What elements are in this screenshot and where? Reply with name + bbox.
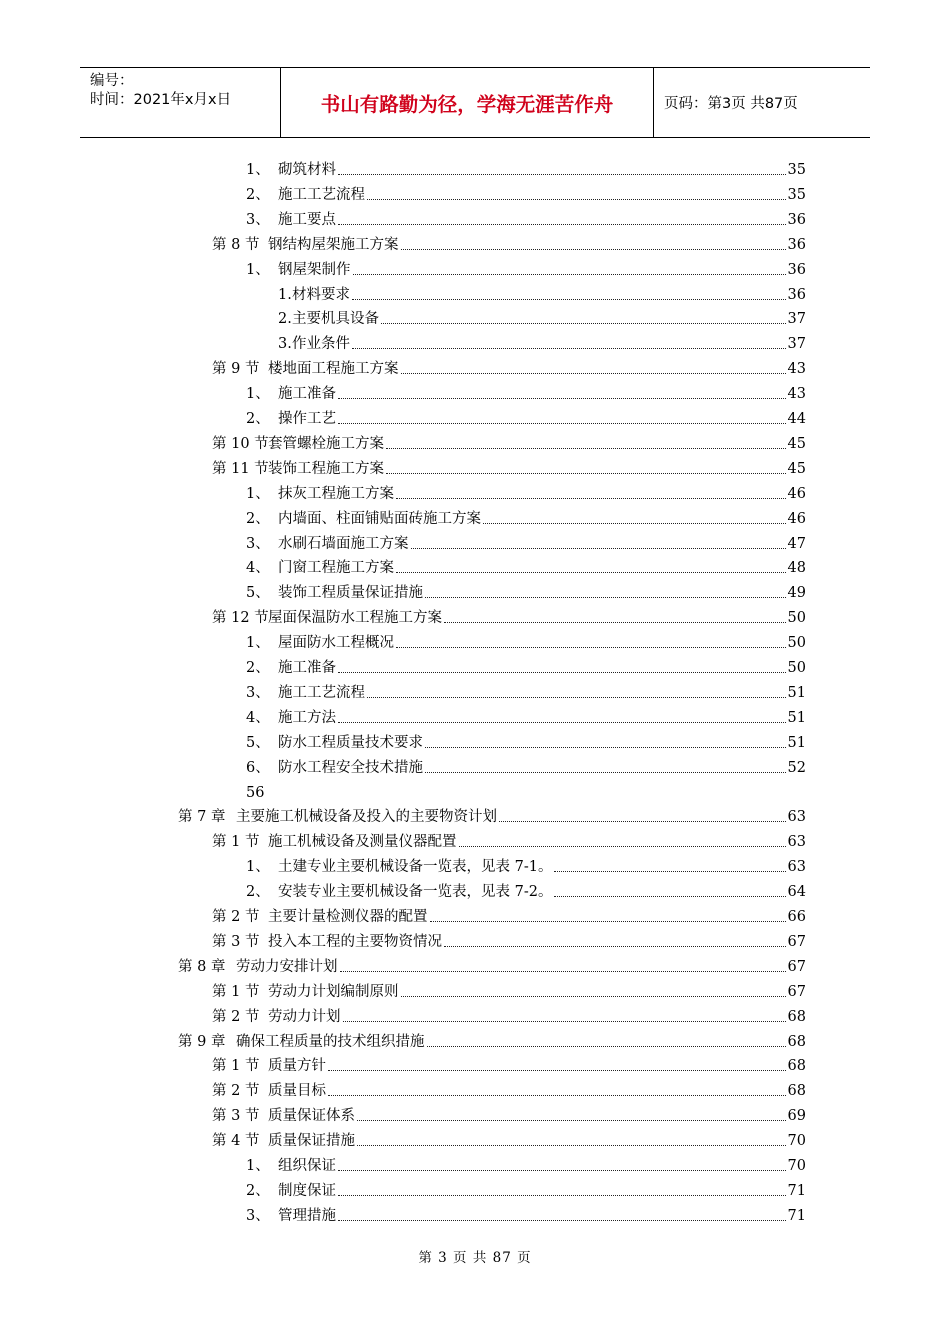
toc-dot-leader	[401, 373, 786, 374]
toc-dot-leader	[444, 946, 786, 947]
toc-entry[interactable]	[212, 235, 806, 255]
toc-entry-number: 第 4 节	[212, 1133, 260, 1150]
toc-entry[interactable]	[246, 633, 806, 653]
toc-entry-title: 材料要求	[292, 286, 350, 303]
toc-entry-title: 施工工艺流程	[278, 684, 365, 701]
toc-entry-page: 67	[787, 983, 806, 1000]
toc-entry-title: 组织保证	[278, 1158, 336, 1174]
toc-entry-page: 71	[787, 1182, 806, 1199]
toc-entry-number: 1、	[246, 635, 270, 652]
toc-entry-number: 第 9 节	[212, 361, 260, 378]
document-id-label: 编号：	[90, 73, 134, 89]
toc-entry-number: 3、	[246, 535, 270, 552]
toc-entry-title: 主要施工机械设备及投入的主要物资计划	[236, 809, 497, 826]
toc-entry-title: 主要计量检测仪器的配置	[268, 909, 428, 925]
toc-dot-leader	[338, 224, 786, 225]
toc-entry-page: 67	[787, 933, 806, 950]
page-footer: 第 3 页 共 87 页	[418, 1250, 532, 1266]
toc-dot-leader	[352, 348, 786, 349]
toc-entry[interactable]	[246, 534, 806, 554]
header-page-info: 页码：第3页 共87页	[664, 96, 798, 112]
toc-entry-title: 作业条件	[292, 336, 350, 353]
toc-entry-page: 50	[787, 660, 806, 676]
toc-entry-title: 土建专业主要机械设备一览表，见表 7-1。	[278, 859, 553, 876]
toc-entry-number: 第 2 节	[212, 1008, 260, 1025]
toc-entry-title: 主要机具设备	[292, 311, 379, 328]
toc-entry-number: 3、	[246, 211, 270, 228]
toc-entry-number: 第 10 节	[212, 435, 269, 452]
toc-dot-leader	[357, 1120, 786, 1121]
toc-entry-title: 质量方针	[268, 1058, 326, 1075]
toc-dot-leader	[386, 473, 786, 474]
toc-entry-page: 36	[787, 286, 806, 303]
toc-entry[interactable]	[246, 509, 806, 529]
toc-entry-page: 51	[787, 684, 806, 701]
toc-entry-number: 第 1 节	[212, 1058, 260, 1075]
toc-entry-number: 第 12 节	[212, 610, 269, 627]
toc-entry-page: 71	[787, 1207, 806, 1224]
toc-entry-page: 63	[787, 834, 806, 851]
toc-entry-page: 50	[787, 635, 806, 652]
toc-dot-leader	[444, 622, 786, 623]
toc-entry-title: 门窗工程施工方案	[278, 560, 394, 577]
toc-entry-page: 68	[787, 1033, 806, 1050]
toc-entry-title: 抹灰工程施工方案	[278, 485, 394, 502]
toc-entry[interactable]	[278, 285, 806, 305]
toc-entry[interactable]	[246, 160, 806, 180]
toc-entry-page: 35	[787, 162, 806, 178]
toc-entry-title: 砌筑材料	[278, 162, 336, 178]
toc-entry-page: 48	[787, 560, 806, 577]
toc-dot-leader	[381, 323, 786, 324]
toc-entry-title: 楼地面工程施工方案	[268, 361, 399, 378]
toc-dot-leader	[425, 772, 786, 773]
toc-entry-page: 51	[787, 709, 806, 726]
toc-dot-leader	[483, 523, 786, 524]
toc-entry[interactable]	[212, 932, 806, 952]
toc-entry-number: 2、	[246, 186, 270, 203]
toc-entry-page: 36	[787, 236, 806, 253]
toc-entry[interactable]	[246, 1181, 806, 1201]
toc-dot-leader	[340, 971, 786, 972]
toc-entry[interactable]	[246, 733, 806, 753]
toc-entry-page: 69	[787, 1108, 806, 1125]
toc-entry-title: 屋面保温防水工程施工方案	[268, 610, 442, 627]
toc-entry-page: 66	[787, 909, 806, 925]
toc-dot-leader	[328, 1070, 786, 1071]
toc-entry[interactable]	[212, 1131, 806, 1151]
toc-entry-page: 68	[787, 1058, 806, 1075]
document-time: 时间：2021年x月x日	[90, 92, 232, 108]
toc-dot-leader	[459, 846, 786, 847]
toc-entry[interactable]	[246, 882, 806, 902]
toc-entry-number: 第 8 章	[178, 958, 226, 975]
toc-entry[interactable]	[246, 484, 806, 504]
toc-entry[interactable]	[212, 1056, 806, 1076]
toc-dot-leader	[430, 921, 786, 922]
toc-entry-title: 钢结构屋架施工方案	[268, 236, 399, 253]
toc-entry[interactable]	[178, 957, 806, 977]
toc-entry-number: 4、	[246, 560, 270, 577]
toc-entry-title: 防水工程安全技术措施	[278, 759, 423, 776]
toc-entry-title: 施工方法	[278, 709, 336, 726]
toc-entry-page: 46	[787, 485, 806, 502]
toc-entry-title: 制度保证	[278, 1182, 336, 1199]
toc-entry-page: 46	[787, 510, 806, 527]
toc-entry[interactable]	[246, 409, 806, 429]
toc-entry-page: 43	[787, 386, 806, 403]
toc-entry-page: 36	[787, 261, 806, 278]
toc-dot-leader	[352, 299, 786, 300]
toc-dot-leader	[411, 548, 786, 549]
toc-entry-number: 3、	[246, 1207, 270, 1224]
toc-entry-title: 质量保证措施	[268, 1133, 355, 1150]
toc-entry-title: 装饰工程质量保证措施	[278, 585, 423, 602]
toc-entry-number: 第 1 节	[212, 983, 260, 1000]
toc-dot-leader	[554, 871, 785, 872]
toc-dot-leader	[386, 448, 786, 449]
header-meta	[80, 68, 281, 137]
toc-entry-page: 63	[787, 809, 806, 826]
toc-entry-number: 2、	[246, 411, 270, 427]
toc-entry-page: 37	[787, 336, 806, 353]
toc-entry-number: 1、	[246, 162, 270, 178]
toc-entry-title: 装饰工程施工方案	[268, 460, 384, 477]
toc-dot-leader	[353, 274, 786, 275]
toc-entry-title: 施工准备	[278, 660, 336, 676]
toc-entry[interactable]	[246, 1156, 806, 1176]
toc-entry-title: 内墙面、柱面铺贴面砖施工方案	[278, 510, 481, 527]
toc-entry[interactable]	[246, 758, 806, 778]
page-header	[80, 67, 870, 138]
toc-entry-title: 操作工艺	[278, 411, 336, 427]
toc-entry-page: 45	[787, 435, 806, 452]
toc-entry-number: 3.	[278, 336, 292, 353]
toc-entry-page: 51	[787, 734, 806, 751]
toc-entry-title: 劳动力计划编制原则	[268, 983, 399, 1000]
header-motto: 书山有路勤为径，学海无涯苦作舟	[281, 68, 654, 137]
toc-dot-leader	[401, 249, 786, 250]
toc-entry-number: 第 2 节	[212, 909, 260, 925]
toc-dot-leader	[343, 1021, 786, 1022]
toc-dot-leader	[338, 423, 786, 424]
toc-entry-number: 第 3 节	[212, 933, 260, 950]
toc-entry-title: 确保工程质量的技术组织措施	[236, 1033, 425, 1050]
toc-dot-leader	[425, 597, 786, 598]
toc-entry[interactable]	[212, 832, 806, 852]
toc-entry-title: 劳动力计划	[268, 1008, 341, 1025]
toc-entry[interactable]	[246, 260, 806, 280]
toc-entry-page: 68	[787, 1008, 806, 1025]
toc-entry-title: 套管螺栓施工方案	[268, 435, 384, 452]
toc-entry-number: 第 8 节	[212, 236, 260, 253]
toc-entry-title: 管理措施	[278, 1207, 336, 1224]
toc-entry-number: 第 2 节	[212, 1083, 260, 1100]
toc-entry-page: 45	[787, 460, 806, 477]
toc-entry-number: 第 9 章	[178, 1033, 226, 1050]
toc-entry-number: 1、	[246, 485, 270, 502]
toc-entry-number: 2.	[278, 311, 292, 328]
toc-dot-leader	[328, 1095, 786, 1096]
toc-dot-leader	[338, 672, 786, 673]
toc-entry-number: 第 11 节	[212, 460, 269, 477]
toc-entry[interactable]	[212, 1007, 806, 1027]
toc-dot-leader	[427, 1046, 786, 1047]
toc-entry[interactable]	[246, 683, 806, 703]
toc-entry-title: 56	[246, 784, 265, 801]
toc-entry-page: 49	[787, 585, 806, 602]
toc-entry-page: 63	[787, 859, 806, 876]
toc-dot-leader	[554, 896, 785, 897]
toc-entry[interactable]	[212, 359, 806, 379]
toc-entry-title: 屋面防水工程概况	[278, 635, 394, 652]
toc-entry[interactable]	[212, 459, 806, 479]
toc-dot-leader	[338, 174, 786, 175]
toc-entry-number: 1、	[246, 386, 270, 403]
toc-dot-leader	[338, 722, 786, 723]
toc-entry[interactable]	[278, 309, 806, 329]
toc-entry[interactable]	[212, 1081, 806, 1101]
toc-entry[interactable]	[212, 434, 806, 454]
toc-dot-leader	[396, 572, 786, 573]
toc-entry-page: 64	[787, 884, 806, 901]
toc-entry-title: 安装专业主要机械设备一览表，见表 7-2。	[278, 884, 553, 901]
toc-entry-page: 35	[787, 186, 806, 203]
toc-entry-number: 6、	[246, 759, 270, 776]
toc-entry[interactable]	[246, 783, 806, 803]
toc-dot-leader	[357, 1145, 786, 1146]
toc-entry-title: 投入本工程的主要物资情况	[268, 933, 442, 950]
toc-entry-number: 2、	[246, 660, 270, 676]
toc-entry[interactable]	[212, 608, 806, 628]
toc-entry-number: 5、	[246, 585, 270, 602]
toc-entry-title: 施工准备	[278, 386, 336, 403]
toc-entry-title: 劳动力安排计划	[236, 958, 338, 975]
toc-entry[interactable]	[212, 907, 806, 927]
toc-dot-leader	[338, 1170, 786, 1171]
toc-entry[interactable]	[246, 708, 806, 728]
toc-dot-leader	[396, 498, 786, 499]
toc-entry-number: 2、	[246, 510, 270, 527]
toc-entry[interactable]	[212, 982, 806, 1002]
toc-dot-leader	[367, 199, 786, 200]
toc-entry-page: 47	[787, 535, 806, 552]
toc-dot-leader	[338, 1195, 786, 1196]
toc-entry-number: 1、	[246, 261, 270, 278]
toc-entry[interactable]	[246, 210, 806, 230]
toc-dot-leader	[338, 1220, 786, 1221]
toc-entry-page: 43	[787, 361, 806, 378]
toc-entry-title: 钢屋架制作	[278, 261, 351, 278]
toc-entry-title: 施工要点	[278, 211, 336, 228]
toc-entry-number: 第 1 节	[212, 834, 260, 851]
toc-entry[interactable]	[246, 1206, 806, 1226]
toc-entry[interactable]	[246, 384, 806, 404]
toc-dot-leader	[401, 996, 786, 997]
toc-entry[interactable]	[278, 334, 806, 354]
toc-entry-title: 水刷石墙面施工方案	[278, 535, 409, 552]
toc-dot-leader	[499, 821, 786, 822]
toc-entry-page: 70	[787, 1158, 806, 1174]
toc-entry-title: 质量保证体系	[268, 1108, 355, 1125]
toc-entry[interactable]	[212, 1106, 806, 1126]
toc-entry-title: 施工工艺流程	[278, 186, 365, 203]
toc-dot-leader	[338, 398, 786, 399]
toc-entry-number: 1.	[278, 286, 292, 303]
toc-entry-title: 质量目标	[268, 1083, 326, 1100]
toc-entry-number: 第 3 节	[212, 1108, 260, 1125]
toc-entry-number: 第 7 章	[178, 809, 226, 826]
toc-entry[interactable]	[178, 1032, 806, 1052]
toc-entry-title: 防水工程质量技术要求	[278, 734, 423, 751]
toc-entry-number: 1、	[246, 859, 270, 876]
toc-entry[interactable]	[246, 583, 806, 603]
toc-entry-page: 50	[787, 610, 806, 627]
toc-entry-page: 44	[787, 411, 806, 427]
toc-dot-leader	[396, 647, 786, 648]
toc-entry[interactable]	[246, 558, 806, 578]
toc-entry[interactable]	[178, 807, 806, 827]
toc-entry-number: 5、	[246, 734, 270, 751]
toc-entry-number: 1、	[246, 1158, 270, 1174]
toc-entry-title: 施工机械设备及测量仪器配置	[268, 834, 457, 851]
toc-entry-page: 68	[787, 1083, 806, 1100]
toc-entry-page: 36	[787, 211, 806, 228]
toc-entry-number: 2、	[246, 884, 270, 901]
toc-entry-page: 37	[787, 311, 806, 328]
toc-dot-leader	[367, 697, 786, 698]
toc-entry-number: 3、	[246, 684, 270, 701]
toc-entry[interactable]	[246, 658, 806, 678]
toc-entry-page: 52	[787, 759, 806, 776]
toc-entry[interactable]	[246, 185, 806, 205]
toc-dot-leader	[425, 747, 786, 748]
toc-entry-page: 67	[787, 958, 806, 975]
toc-entry-number: 2、	[246, 1182, 270, 1199]
toc-entry[interactable]	[246, 857, 806, 877]
toc-entry-page: 70	[787, 1133, 806, 1150]
toc-entry-number: 4、	[246, 709, 270, 726]
